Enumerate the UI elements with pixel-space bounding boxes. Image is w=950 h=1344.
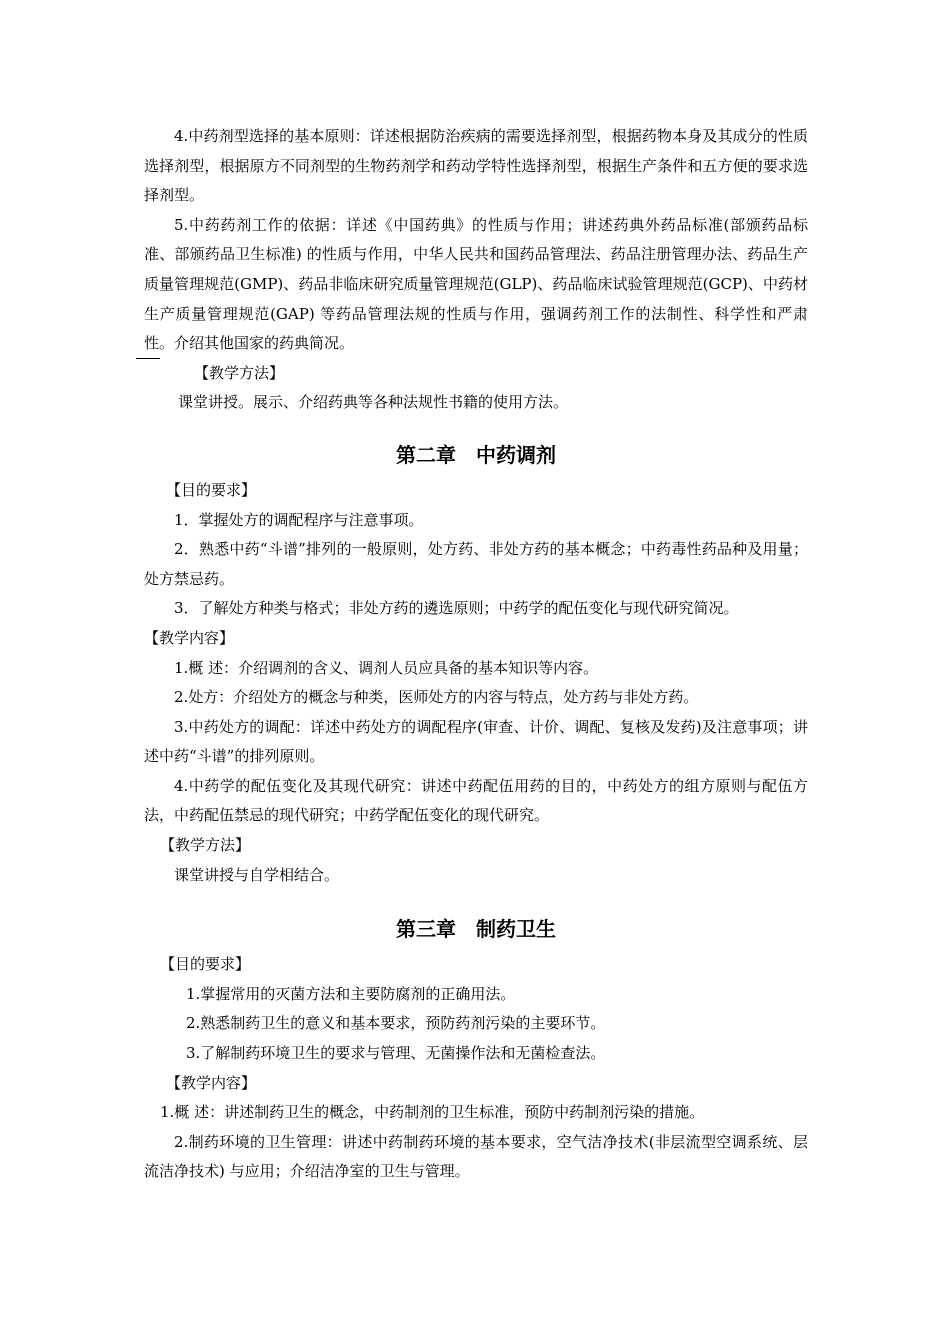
ch3-goal-3: 3.了解制药环境卫生的要求与管理、无菌操作法和无菌检查法。 <box>186 1044 606 1063</box>
ch2-content-label: 【教学内容】 <box>144 628 235 647</box>
ch3-goal-1: 1.掌握常用的灭菌方法和主要防腐剂的正确用法。 <box>186 984 516 1003</box>
ch2-goal-2: 2．熟悉中药“斗谱”排列的一般原则，处方药、非处方药的基本概念；中药毒性药品种及用量；处方禁忌药。 <box>144 540 808 588</box>
ch2-content-3: 3.中药处方的调配：详述中药处方的调配程序(审查、计价、调配、复核及发药)及注意事项；讲述中药“斗谱”的排列原则。 <box>144 717 808 766</box>
ch2-content-2: 2.处方：介绍处方的概念与种类，医师处方的内容与特点，处方药与非处方药。 <box>174 688 699 707</box>
chapter-3-title: 第三章 制药卫生 <box>396 917 556 942</box>
ch2-goal-3: 3．了解处方种类与格式；非处方药的遴选原则；中药学的配伍变化与现代研究简况。 <box>174 599 739 618</box>
ch3-content-label: 【教学内容】 <box>166 1073 257 1092</box>
ch2-goal-1: 1．掌握处方的调配程序与注意事项。 <box>174 510 424 529</box>
ch2-content-1: 1.概 述：介绍调剂的含义、调剂人员应具备的基本知识等内容。 <box>174 658 599 677</box>
ch1-method-text: 课堂讲授。展示、介绍药典等各种法规性书籍的使用方法。 <box>178 393 569 412</box>
ch2-content-4: 4.中药学的配伍变化及其现代研究：讲述中药配伍用药的目的，中药处方的组方原则与配伍方法，中药配伍禁忌的现代研究；中药学配伍变化的现代研究。 <box>144 776 808 825</box>
ch2-method-label: 【教学方法】 <box>160 836 251 855</box>
ch1-method-label: 【教学方法】 <box>194 363 285 382</box>
document-page <box>144 122 808 1187</box>
ch3-content-2: 2.制药环境的卫生管理：讲述中药制药环境的基本要求，空气洁净技术(非层流型空调系统、层流洁净技术) 与应用；介绍洁净室的卫生与管理。 <box>144 1132 808 1181</box>
ch2-goal-label: 【目的要求】 <box>166 480 257 499</box>
ch3-goal-label: 【目的要求】 <box>160 955 251 974</box>
ch1-paragraph-4: 4.中药剂型选择的基本原则：详述根据防治疾病的需要选择剂型，根据药物本身及其成分的性质选择剂型，根据原方不同剂型的生物药剂学和药动学特性选择剂型，根据生产条件和五方便的要求选择剂型。 <box>144 127 808 205</box>
ch2-method-text: 课堂讲授与自学相结合。 <box>174 865 340 884</box>
ch3-goal-2: 2.熟悉制药卫生的意义和基本要求，预防药剂污染的主要环节。 <box>186 1014 606 1033</box>
chapter-2-title: 第二章 中药调剂 <box>396 442 556 467</box>
ch1-paragraph-5: 5.中药药剂工作的依据：详述《中国药典》的性质与作用；讲述药典外药品标准(部颁药品标准、部颁药品卫生标准) 的性质与作用，中华人民共和国药品管理法、药品注册管理办法、药品生产质量管理规范(GMP)、药品非临床研究质量管理规范(GLP)、药品临床试验管理规范(GCP)、中药材生产质量管理规范(GAP) 等药品管理法规的性质与作用，强调药剂工作的法制性、科学性和严肃性。介绍其他国家的药典简况。 <box>144 215 808 353</box>
ch3-content-1: 1.概 述：讲述制药卫生的概念，中药制剂的卫生标准，预防中药制剂污染的措施。 <box>160 1103 705 1122</box>
